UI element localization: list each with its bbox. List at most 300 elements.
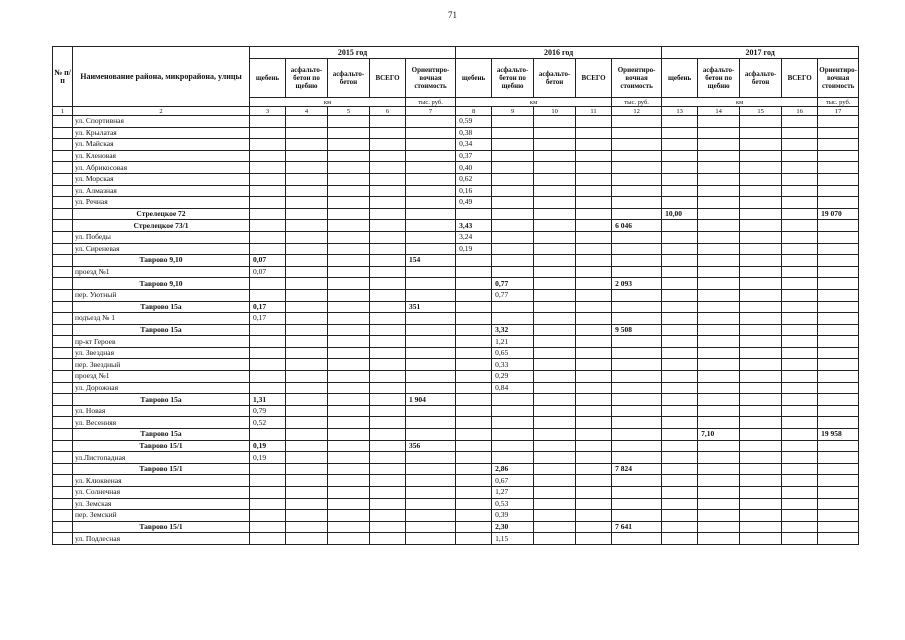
cell-c7 xyxy=(406,463,456,475)
cell-c17 xyxy=(818,313,859,325)
cell-c13 xyxy=(662,382,698,394)
col-index: 2 xyxy=(73,107,250,116)
cell-c15 xyxy=(740,371,782,383)
cell-c8 xyxy=(456,336,492,348)
cell-c7 xyxy=(406,243,456,255)
cell-c9 xyxy=(492,127,534,139)
cell-c12: 2 093 xyxy=(612,278,662,290)
cell-c10 xyxy=(534,371,576,383)
cell-c4 xyxy=(286,139,328,151)
cell-c4 xyxy=(286,162,328,174)
row-num-cell xyxy=(53,208,73,220)
cell-c5 xyxy=(328,371,370,383)
cell-c13 xyxy=(662,150,698,162)
cell-c14 xyxy=(698,336,740,348)
cell-c15 xyxy=(740,475,782,487)
cell-c11 xyxy=(576,336,612,348)
row-num-cell xyxy=(53,139,73,151)
table-row xyxy=(53,150,859,162)
cell-c9 xyxy=(492,301,534,313)
table-row xyxy=(53,127,859,139)
cell-c9: 2,86 xyxy=(492,463,534,475)
cell-c11 xyxy=(576,510,612,522)
row-name: Таврово 15а xyxy=(73,301,250,313)
cell-c7 xyxy=(406,347,456,359)
table-row xyxy=(53,324,859,336)
cell-c6 xyxy=(370,278,406,290)
cell-c3 xyxy=(250,382,286,394)
row-num-cell xyxy=(53,185,73,197)
cell-c8 xyxy=(456,382,492,394)
cell-c5 xyxy=(328,278,370,290)
row-name: проезд №1 xyxy=(73,266,250,278)
cell-c7 xyxy=(406,313,456,325)
cell-c5 xyxy=(328,208,370,220)
row-name: ул. Звездная xyxy=(73,347,250,359)
cell-c10 xyxy=(534,278,576,290)
cell-c14 xyxy=(698,324,740,336)
cell-c7 xyxy=(406,324,456,336)
row-num-cell xyxy=(53,440,73,452)
cell-c6 xyxy=(370,243,406,255)
cell-c16 xyxy=(782,498,818,510)
cell-c17 xyxy=(818,243,859,255)
cell-c13 xyxy=(662,162,698,174)
cell-c12 xyxy=(612,127,662,139)
row-name: ул. Речная xyxy=(73,197,250,209)
cell-c14 xyxy=(698,452,740,464)
cell-c5 xyxy=(328,301,370,313)
cell-c4 xyxy=(286,347,328,359)
cell-c16 xyxy=(782,116,818,128)
cell-c16 xyxy=(782,452,818,464)
cell-c3 xyxy=(250,475,286,487)
cell-c4 xyxy=(286,127,328,139)
cell-c14 xyxy=(698,382,740,394)
cell-c12 xyxy=(612,417,662,429)
cell-c9 xyxy=(492,208,534,220)
cell-c3 xyxy=(250,463,286,475)
row-num-cell xyxy=(53,197,73,209)
cell-c12: 9 508 xyxy=(612,324,662,336)
cell-c4 xyxy=(286,394,328,406)
cell-c13 xyxy=(662,417,698,429)
cell-c11 xyxy=(576,162,612,174)
cell-c5 xyxy=(328,359,370,371)
col-index: 14 xyxy=(698,107,740,116)
cell-c15 xyxy=(740,452,782,464)
cell-c13 xyxy=(662,243,698,255)
cell-c9 xyxy=(492,231,534,243)
cell-c17 xyxy=(818,452,859,464)
cell-c16 xyxy=(782,405,818,417)
table-row xyxy=(53,162,859,174)
cell-c8: 0,38 xyxy=(456,127,492,139)
cell-c15 xyxy=(740,173,782,185)
cell-c6 xyxy=(370,521,406,533)
cell-c12 xyxy=(612,336,662,348)
row-name: Таврово 15/1 xyxy=(73,521,250,533)
cell-c3: 0,52 xyxy=(250,417,286,429)
cell-c6 xyxy=(370,231,406,243)
cell-c5 xyxy=(328,173,370,185)
cell-c4 xyxy=(286,255,328,267)
cell-c4 xyxy=(286,463,328,475)
cell-c8: 3,24 xyxy=(456,231,492,243)
cell-c7 xyxy=(406,487,456,499)
cell-c12 xyxy=(612,208,662,220)
cell-c4 xyxy=(286,220,328,232)
cell-c17 xyxy=(818,150,859,162)
cell-c11 xyxy=(576,382,612,394)
cell-c13 xyxy=(662,255,698,267)
table-row xyxy=(53,405,859,417)
cell-c17 xyxy=(818,278,859,290)
cell-c8 xyxy=(456,266,492,278)
cell-c14 xyxy=(698,255,740,267)
cell-c4 xyxy=(286,289,328,301)
cell-c13 xyxy=(662,278,698,290)
cell-c10 xyxy=(534,521,576,533)
cell-c5 xyxy=(328,475,370,487)
cell-c7 xyxy=(406,278,456,290)
cell-c15 xyxy=(740,359,782,371)
cell-c3 xyxy=(250,289,286,301)
cell-c7 xyxy=(406,429,456,441)
col-index: 5 xyxy=(328,107,370,116)
row-num-cell xyxy=(53,371,73,383)
cell-c6 xyxy=(370,255,406,267)
cell-c10 xyxy=(534,324,576,336)
cell-c12 xyxy=(612,289,662,301)
cell-c6 xyxy=(370,487,406,499)
cell-c8 xyxy=(456,533,492,545)
row-name: ул. Алмазная xyxy=(73,185,250,197)
row-num-cell xyxy=(53,487,73,499)
cell-c9: 0,53 xyxy=(492,498,534,510)
subcol-header: ВСЕГО xyxy=(370,59,406,98)
row-num-cell xyxy=(53,173,73,185)
cell-c9: 0,39 xyxy=(492,510,534,522)
cell-c7: 356 xyxy=(406,440,456,452)
cell-c13 xyxy=(662,405,698,417)
cell-c3 xyxy=(250,510,286,522)
cell-c17 xyxy=(818,197,859,209)
cell-c13 xyxy=(662,127,698,139)
cell-c4 xyxy=(286,429,328,441)
unit-km: км xyxy=(250,98,406,107)
cell-c5 xyxy=(328,139,370,151)
cell-c5 xyxy=(328,116,370,128)
cell-c4 xyxy=(286,510,328,522)
cell-c15 xyxy=(740,208,782,220)
cell-c15 xyxy=(740,301,782,313)
cell-c14 xyxy=(698,347,740,359)
cell-c13 xyxy=(662,139,698,151)
cell-c7 xyxy=(406,220,456,232)
cell-c15 xyxy=(740,289,782,301)
cell-c11 xyxy=(576,371,612,383)
cell-c17: 19 958 xyxy=(818,429,859,441)
row-num-cell xyxy=(53,405,73,417)
row-num-cell xyxy=(53,255,73,267)
subcol-header: Ориентиро-вочная стоимость xyxy=(818,59,859,98)
cell-c15 xyxy=(740,278,782,290)
cell-c13 xyxy=(662,266,698,278)
cell-c14 xyxy=(698,231,740,243)
row-num-cell xyxy=(53,382,73,394)
row-num-cell xyxy=(53,301,73,313)
cell-c9 xyxy=(492,440,534,452)
cell-c12: 7 641 xyxy=(612,521,662,533)
cell-c3 xyxy=(250,498,286,510)
cell-c7 xyxy=(406,266,456,278)
cell-c13 xyxy=(662,347,698,359)
cell-c12 xyxy=(612,266,662,278)
cell-c6 xyxy=(370,463,406,475)
cell-c12 xyxy=(612,498,662,510)
cell-c9: 0,65 xyxy=(492,347,534,359)
cell-c16 xyxy=(782,429,818,441)
cell-c9 xyxy=(492,220,534,232)
cell-c6 xyxy=(370,498,406,510)
row-num-cell xyxy=(53,347,73,359)
cell-c3 xyxy=(250,185,286,197)
cell-c15 xyxy=(740,510,782,522)
row-num-cell xyxy=(53,313,73,325)
cell-c3: 1,31 xyxy=(250,394,286,406)
cell-c5 xyxy=(328,382,370,394)
cell-c7 xyxy=(406,452,456,464)
cell-c17 xyxy=(818,382,859,394)
cell-c17 xyxy=(818,394,859,406)
cell-c12 xyxy=(612,394,662,406)
cell-c11 xyxy=(576,116,612,128)
cell-c9 xyxy=(492,185,534,197)
cell-c10 xyxy=(534,463,576,475)
cell-c9 xyxy=(492,405,534,417)
cell-c11 xyxy=(576,440,612,452)
cell-c6 xyxy=(370,533,406,545)
cell-c10 xyxy=(534,185,576,197)
cell-c10 xyxy=(534,475,576,487)
cell-c6 xyxy=(370,417,406,429)
table-row xyxy=(53,487,859,499)
cell-c15 xyxy=(740,139,782,151)
cell-c12 xyxy=(612,452,662,464)
cell-c6 xyxy=(370,289,406,301)
cell-c4 xyxy=(286,231,328,243)
cell-c16 xyxy=(782,336,818,348)
cell-c10 xyxy=(534,150,576,162)
cell-c3: 0,07 xyxy=(250,255,286,267)
cell-c16 xyxy=(782,231,818,243)
cell-c4 xyxy=(286,498,328,510)
cell-c5 xyxy=(328,347,370,359)
row-num-cell xyxy=(53,150,73,162)
row-name: Таврово 15а xyxy=(73,429,250,441)
cell-c7: 154 xyxy=(406,255,456,267)
table-row xyxy=(53,116,859,128)
cell-c7 xyxy=(406,139,456,151)
cell-c4 xyxy=(286,440,328,452)
table-row xyxy=(53,336,859,348)
cell-c16 xyxy=(782,150,818,162)
cell-c17 xyxy=(818,440,859,452)
cell-c9 xyxy=(492,173,534,185)
cell-c14 xyxy=(698,394,740,406)
table-row xyxy=(53,347,859,359)
subcol-header: асфальто-бетон по щебню xyxy=(698,59,740,98)
cell-c16 xyxy=(782,440,818,452)
cell-c12 xyxy=(612,231,662,243)
cell-c15 xyxy=(740,440,782,452)
table-row xyxy=(53,533,859,545)
table-row xyxy=(53,278,859,290)
cell-c3 xyxy=(250,243,286,255)
cell-c8 xyxy=(456,324,492,336)
cell-c6 xyxy=(370,394,406,406)
cell-c3 xyxy=(250,150,286,162)
row-name: ул. Абрикосовая xyxy=(73,162,250,174)
cell-c15 xyxy=(740,150,782,162)
cell-c16 xyxy=(782,289,818,301)
cell-c4 xyxy=(286,313,328,325)
cell-c4 xyxy=(286,278,328,290)
cell-c16 xyxy=(782,301,818,313)
subcol-header: асфальто-бетон xyxy=(328,59,370,98)
cell-c17 xyxy=(818,498,859,510)
cell-c13 xyxy=(662,371,698,383)
cell-c3 xyxy=(250,127,286,139)
cell-c10 xyxy=(534,347,576,359)
table-row xyxy=(53,266,859,278)
cell-c6 xyxy=(370,347,406,359)
cell-c4 xyxy=(286,266,328,278)
col-index: 11 xyxy=(576,107,612,116)
col-index: 8 xyxy=(456,107,492,116)
col-index: 15 xyxy=(740,107,782,116)
cell-c9: 0,77 xyxy=(492,289,534,301)
cell-c15 xyxy=(740,382,782,394)
cell-c8 xyxy=(456,289,492,301)
row-name: Стрелецкое 73/1 xyxy=(73,220,250,232)
cell-c10 xyxy=(534,243,576,255)
row-name: ул.Листопадная xyxy=(73,452,250,464)
cell-c17 xyxy=(818,266,859,278)
cell-c12: 7 824 xyxy=(612,463,662,475)
row-num-cell xyxy=(53,278,73,290)
cell-c17 xyxy=(818,405,859,417)
cell-c11 xyxy=(576,347,612,359)
cell-c7 xyxy=(406,359,456,371)
subcol-header: ВСЕГО xyxy=(782,59,818,98)
cell-c11 xyxy=(576,255,612,267)
table-row xyxy=(53,475,859,487)
cell-c11 xyxy=(576,324,612,336)
cell-c13: 10,00 xyxy=(662,208,698,220)
cell-c10 xyxy=(534,197,576,209)
col-header-num: № п/п xyxy=(53,47,73,107)
subcol-header: щебень xyxy=(456,59,492,98)
cell-c4 xyxy=(286,173,328,185)
subcol-header: щебень xyxy=(662,59,698,98)
cell-c8 xyxy=(456,278,492,290)
row-name: ул. Подлесная xyxy=(73,533,250,545)
cell-c14 xyxy=(698,243,740,255)
row-name: ул. Весенняя xyxy=(73,417,250,429)
cell-c14 xyxy=(698,475,740,487)
cell-c4 xyxy=(286,208,328,220)
cell-c12 xyxy=(612,359,662,371)
row-name: ул. Победы xyxy=(73,231,250,243)
cell-c16 xyxy=(782,324,818,336)
cell-c11 xyxy=(576,139,612,151)
cell-c6 xyxy=(370,266,406,278)
row-name: Таврово 9,10 xyxy=(73,255,250,267)
row-name: Таврово 15а xyxy=(73,324,250,336)
cell-c7 xyxy=(406,521,456,533)
cell-c10 xyxy=(534,127,576,139)
cell-c14 xyxy=(698,440,740,452)
cell-c12 xyxy=(612,173,662,185)
cell-c9 xyxy=(492,417,534,429)
cell-c9: 0,84 xyxy=(492,382,534,394)
cell-c14 xyxy=(698,266,740,278)
cell-c12 xyxy=(612,405,662,417)
cell-c15 xyxy=(740,347,782,359)
cell-c16 xyxy=(782,255,818,267)
cell-c10 xyxy=(534,510,576,522)
cell-c9: 0,29 xyxy=(492,371,534,383)
cell-c11 xyxy=(576,463,612,475)
cell-c11 xyxy=(576,266,612,278)
row-name: ул. Клюквеная xyxy=(73,475,250,487)
cell-c5 xyxy=(328,197,370,209)
table-row xyxy=(53,173,859,185)
cell-c4 xyxy=(286,405,328,417)
row-name: ул. Крылатая xyxy=(73,127,250,139)
cell-c8: 0,40 xyxy=(456,162,492,174)
cell-c8 xyxy=(456,429,492,441)
cell-c4 xyxy=(286,382,328,394)
row-num-cell xyxy=(53,162,73,174)
cell-c11 xyxy=(576,429,612,441)
table-row xyxy=(53,440,859,452)
table-row xyxy=(53,185,859,197)
cell-c3 xyxy=(250,429,286,441)
cell-c14 xyxy=(698,510,740,522)
cell-c16 xyxy=(782,487,818,499)
cell-c5 xyxy=(328,185,370,197)
cell-c3: 0,19 xyxy=(250,452,286,464)
cell-c8 xyxy=(456,475,492,487)
subcol-header: щебень xyxy=(250,59,286,98)
cell-c4 xyxy=(286,521,328,533)
cell-c8 xyxy=(456,521,492,533)
cell-c14 xyxy=(698,185,740,197)
row-num-cell xyxy=(53,533,73,545)
cell-c15 xyxy=(740,324,782,336)
cell-c13 xyxy=(662,510,698,522)
row-num-cell xyxy=(53,266,73,278)
cell-c7 xyxy=(406,231,456,243)
cell-c13 xyxy=(662,429,698,441)
cell-c10 xyxy=(534,266,576,278)
cell-c16 xyxy=(782,197,818,209)
cell-c10 xyxy=(534,255,576,267)
cell-c9: 0,33 xyxy=(492,359,534,371)
